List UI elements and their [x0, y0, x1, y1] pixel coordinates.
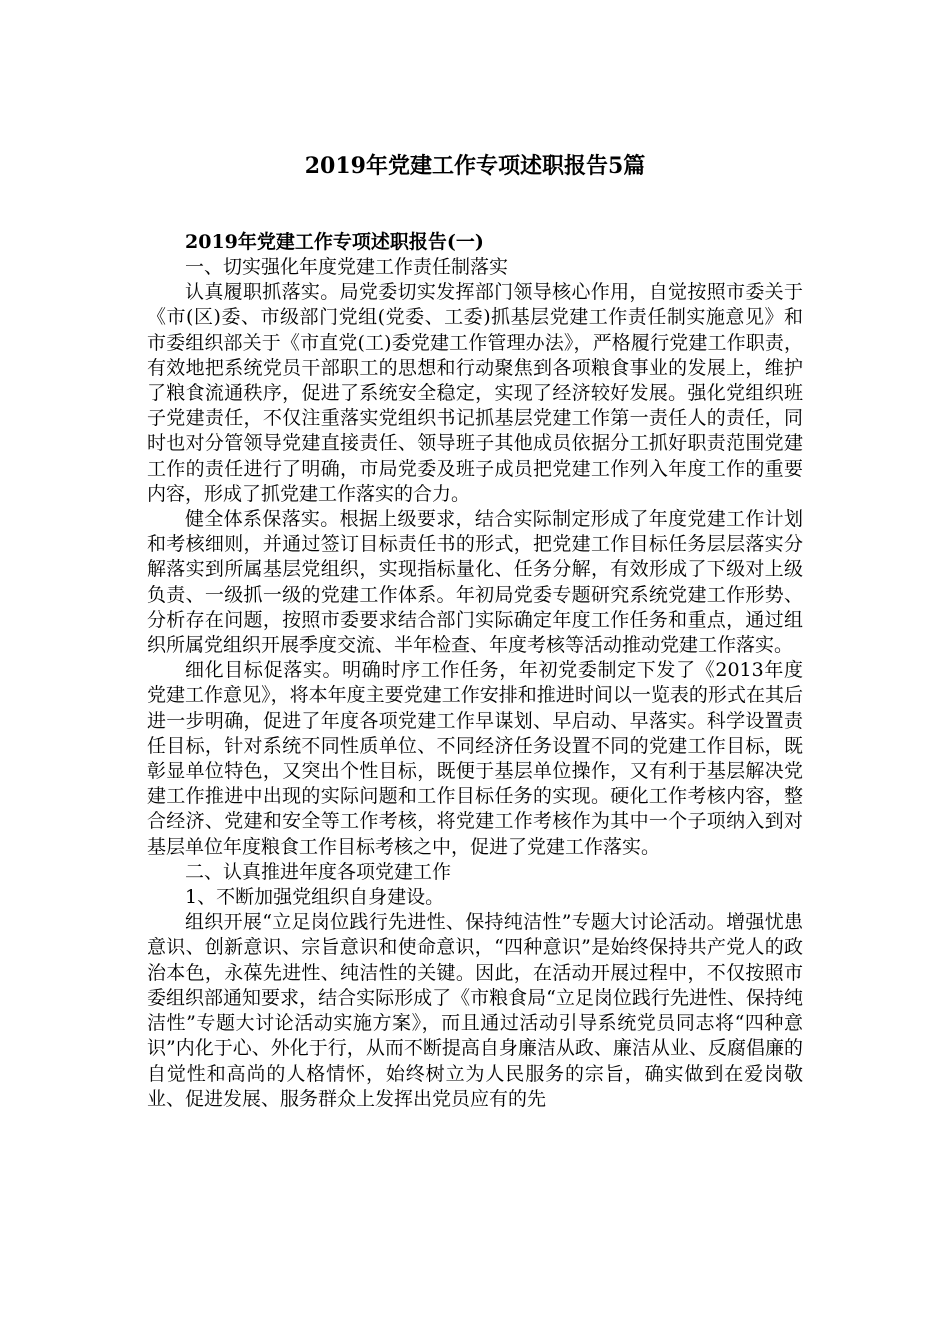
document-title: 2019年党建工作专项述职报告5篇 — [304, 153, 646, 179]
heading-1: 一、切实强化年度党建工作责任制落实 — [185, 256, 509, 278]
heading-2: 二、认真推进年度各项党建工作 — [185, 860, 452, 883]
paragraph-3: 细化目标促落实。明确时序工作任务，年初党委制定下发了《2013年度党建工作意见》，将本年度主要党建工作安排和推进时间以一览表的形式在其后进一步明确，促进了年度各项党建工作早谋划、早启动、早落实。科学设置责任目标，针对系统不同性质单位、不同经济任务设置不同的党建工作目标，既彰显单位特色，又突出个性目标，既便于基层单位操作，又有利于基层解决党建工作推进中出现的实际问题和工作目标任务的实现。硬化工作考核内容，整合经济、党建和安全等工作考核，将党建工作考核作为其中一个子项纳入到对基层单位年度粮食工作目标考核之中，促进了党建工作落实。 — [147, 659, 803, 858]
paragraph-4: 组织开展“立足岗位践行先进性、保持纯洁性”专题大讨论活动。增强忧患意识、创新意识、宗旨意识和使命意识，“四种意识”是始终保持共产党人的政治本色，永葆先进性、纯洁性的关键。因此，在活动开展过程中，不仅按照市委组织部通知要求，结合实际形成了《市粮食局“立足岗位践行先进性、保持纯洁性”专题大讨论活动实施方案》，而且通过活动引导系统党员同志将“四种意识”内化于心、外化于行，从而不断提高自身廉洁从政、廉洁从业、反腐倡廉的自觉性和高尚的人格情怀，始终树立为人民服务的宗旨，确实做到在爱岗敬业、促进发展、服务群众上发挥出党员应有的先 — [147, 911, 803, 1110]
document-page — [147, 150, 803, 1112]
paragraph-1: 认真履职抓落实。局党委切实发挥部门领导核心作用，自觉按照市委关于《市(区)委、市级部门党组(党委、工委)抓基层党建工作责任制实施意见》和市委组织部关于《市直党(工)委党建工作管理办法》，严格履行党建工作职责，有效地把系统党员干部职工的思想和行动聚焦到各项粮食事业的发展上，维护了粮食流通秩序，促进了系统安全稳定，实现了经济较好发展。强化党组织班子党建责任，不仅注重落实党组织书记抓基层党建工作第一责任人的责任，同时也对分管领导党建直接责任、领导班子其他成员依据分工抓好职责范围党建工作的责任进行了明确，市局党委及班子成员把党建工作列入年度工作的重要内容，形成了抓党建工作落实的合力。 — [147, 281, 803, 505]
section-title: 2019年党建工作专项述职报告(一) — [185, 231, 484, 253]
paragraph-2: 健全体系保落实。根据上级要求，结合实际制定形成了年度党建工作计划和考核细则，并通过签订目标责任书的形式，把党建工作目标任务层层落实分解落实到所属基层党组织，实现指标量化、任务分解，有效形成了下级对上级负责、一级抓一级的党建工作体系。年初局党委专题研究系统党建工作形势、分析存在问题，按照市委要求结合部门实际确定年度工作任务和重点，通过组织所属党组织开展季度交流、半年检查、年度考核等活动推动党建工作落实。 — [147, 508, 803, 657]
subheading-1: 1、不断加强党组织自身建设。 — [185, 886, 445, 909]
